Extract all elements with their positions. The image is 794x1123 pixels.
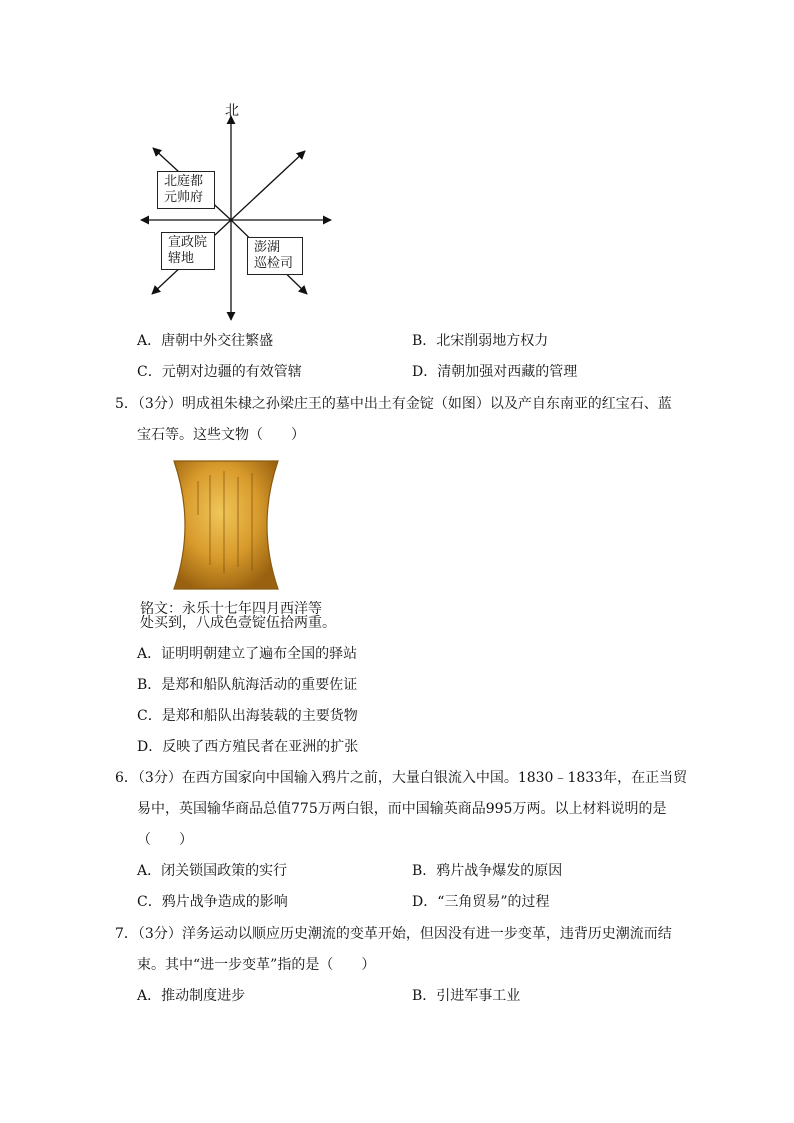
q5-option-b: B．是郑和船队航海活动的重要佐证 (137, 677, 358, 693)
q7-option-b: B．引进军事工业 (412, 988, 521, 1004)
north-label: 北 (225, 103, 239, 119)
q6-option-b: B．鸦片战争爆发的原因 (412, 863, 563, 879)
q5-option-c: C．是郑和船队出海装载的主要货物 (137, 708, 358, 724)
box-beiting (157, 171, 215, 209)
map-diagram (135, 98, 345, 353)
q5-option-a: A．证明明朝建立了遍布全国的驿站 (137, 646, 358, 662)
q6-stem-line2: 易中，英国输华商品总值775万两白银，而中国输英商品995万两。以上材料说明的是 (137, 801, 667, 817)
gold-ingot-image (170, 455, 282, 595)
q5-option-d: D．反映了西方殖民者在亚洲的扩张 (137, 739, 359, 755)
q5-stem-line1: 5．（3分）明成祖朱棣之孙梁庄王的墓中出土有金锭（如图）以及产自东南亚的红宝石、蓝 (115, 396, 672, 412)
q6-option-a: A．闭关锁国政策的实行 (137, 863, 288, 879)
box-xuanzheng (161, 232, 215, 270)
box-xuanzheng-line2: 辖地 (168, 251, 195, 266)
box-penghu-line2: 巡检司 (254, 256, 294, 271)
q7-stem-line1: 7．（3分）洋务运动以顺应历史潮流的变革开始，但因没有进一步变革，违背历史潮流而结 (115, 926, 672, 942)
box-xuanzheng-line1: 宣政院 (168, 235, 208, 250)
box-beiting-line2: 元帅府 (164, 190, 204, 205)
ingot-caption-line2: 处买到，八成色壹锭伍拾两重。 (140, 615, 336, 631)
q4-option-c: C．元朝对边疆的有效管辖 (137, 364, 302, 380)
q4-option-b: B．北宋削弱地方权力 (412, 333, 549, 349)
northeast-arrow (231, 151, 305, 220)
q6-option-c: C．鸦片战争造成的影响 (137, 894, 288, 910)
box-beiting-line1: 北庭都 (164, 174, 204, 189)
q4-option-a: A．唐朝中外交往繁盛 (137, 333, 274, 349)
compass-arrows (141, 116, 331, 320)
box-penghu-line1: 澎湖 (254, 240, 281, 255)
q4-option-d: D．清朝加强对西藏的管理 (412, 364, 578, 380)
q6-stem-line3: （ ） (137, 832, 193, 848)
box-penghu (247, 237, 303, 275)
q7-stem-line2: 束。其中“进一步变革”指的是（ ） (137, 957, 376, 973)
q6-option-d: D．“三角贸易”的过程 (412, 894, 550, 910)
q7-option-a: A．推动制度进步 (137, 988, 246, 1004)
ingot-caption-line1: 铭文：永乐十七年四月西洋等 (140, 601, 322, 617)
q6-stem-line1: 6．（3分）在西方国家向中国输入鸦片之前，大量白银流入中国。1830﹣1833年，在正当贸 (115, 770, 688, 786)
q5-stem-line2: 宝石等。这些文物（ ） (137, 427, 305, 443)
